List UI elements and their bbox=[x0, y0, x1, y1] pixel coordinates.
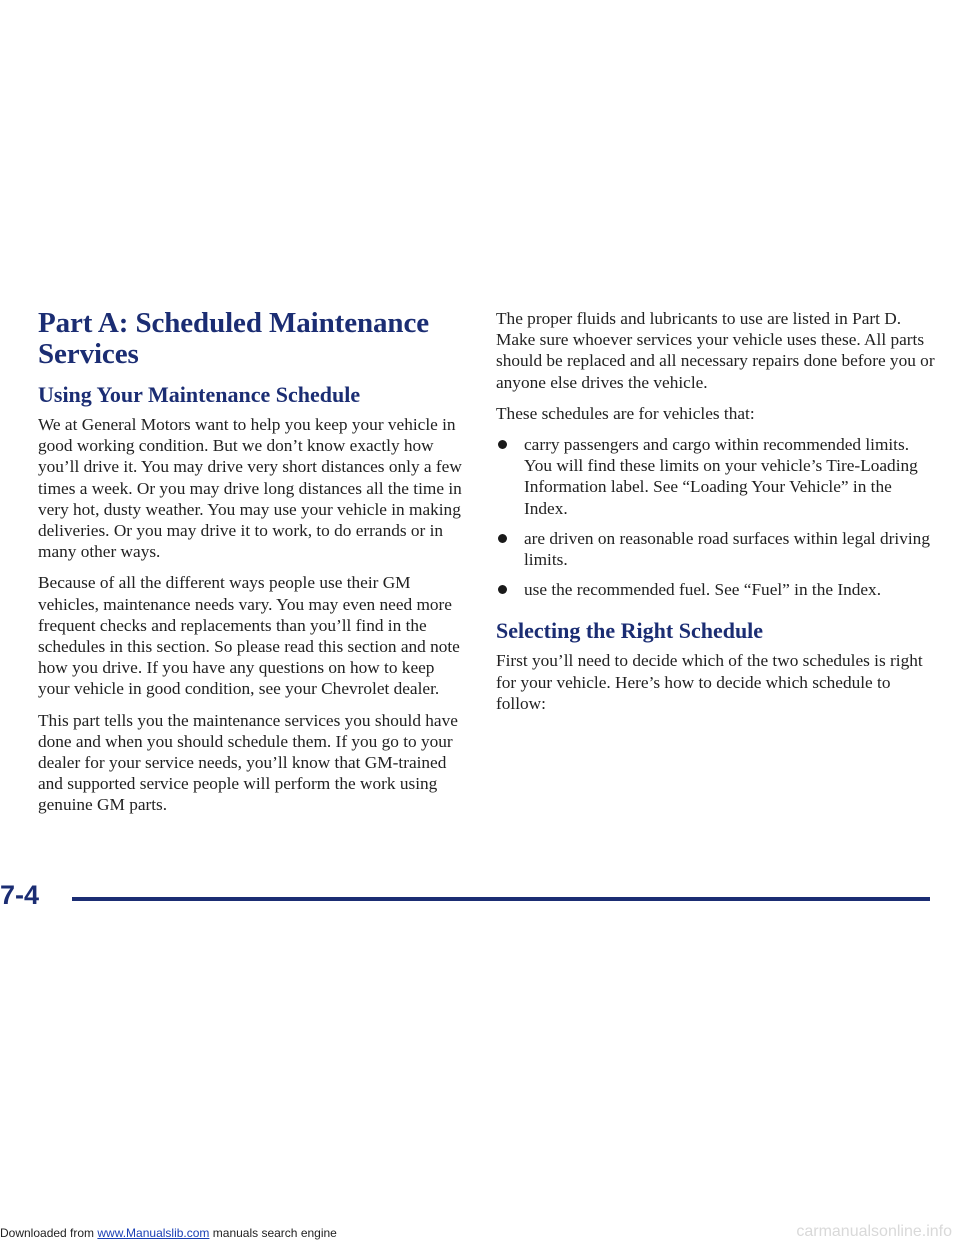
list-item-text: use the recommended fuel. See “Fuel” in the Index. bbox=[524, 580, 882, 600]
paragraph-intro: We at General Motors want to help you keep your vehicle in good working condition. But we don’t know exactly how you’ll drive it. You may drive very short distances only a few times a week. Or you may drive long distances all the time in very hot, dusty weather. You may use your vehicle in making deliveries. Or you may drive it to work, to do errands or in many other ways. bbox=[38, 415, 462, 562]
page-number: 7-4 bbox=[0, 880, 40, 910]
section-title-selecting-schedule: Selecting the Right Schedule bbox=[496, 618, 764, 644]
download-banner bbox=[0, 1224, 337, 1242]
list-item bbox=[496, 528, 936, 570]
bullet-icon bbox=[498, 585, 507, 594]
list-item bbox=[496, 434, 936, 519]
bullet-icon bbox=[498, 440, 507, 449]
paragraph-services: This part tells you the maintenance services you should have done and when you should schedule them. If you go to your dealer for your service needs, you’ll know that GM-trained and supported service people will perform the work using genuine GM parts. bbox=[38, 710, 458, 815]
download-banner-prefix: Downloaded from bbox=[0, 1226, 98, 1240]
paragraph-fluids: The proper fluids and lubricants to use are listed in Part D. Make sure whoever services your vehicle uses these. All parts should be replaced and all necessary repairs done before you or anyone else drives the vehicle. bbox=[496, 309, 935, 392]
bullet-icon bbox=[498, 534, 507, 543]
list-item bbox=[496, 579, 936, 600]
manualslib-link[interactable]: www.Manualslib.com bbox=[97, 1226, 210, 1240]
download-banner-suffix: manuals search engine bbox=[209, 1226, 337, 1240]
paragraph-maintenance-needs: Because of all the different ways people use their GM vehicles, maintenance needs vary. You may even need more frequent checks and replacements than you’ll find in the schedules in this section. So please read this section and note how you drive. If you have any questions on how to keep your vehicle in good condition, see your Chevrolet dealer. bbox=[38, 573, 460, 699]
paragraph-schedules-lead-in: These schedules are for vehicles that: bbox=[496, 403, 755, 423]
right-column bbox=[496, 308, 936, 724]
vehicle-conditions-list bbox=[496, 434, 936, 600]
site-watermark: carmanualsonline.info bbox=[796, 1223, 952, 1240]
page-title: Part A: Scheduled Maintenance Services bbox=[38, 307, 429, 370]
paragraph-decide-schedule: First you’ll need to decide which of the two schedules is right for your vehicle. Here’s how to decide which schedule to follow: bbox=[496, 651, 923, 713]
list-item-text: carry passengers and cargo within recommended limits. You will find these limits on your vehicle’s Tire-Loading Information label. See “Loading Your Vehicle” in the Index. bbox=[524, 435, 918, 518]
footer-divider bbox=[72, 897, 930, 901]
page-footer bbox=[0, 870, 960, 930]
section-title-using-schedule: Using Your Maintenance Schedule bbox=[38, 382, 361, 407]
left-column bbox=[38, 308, 462, 826]
list-item-text: are driven on reasonable road surfaces within legal driving limits. bbox=[524, 528, 930, 570]
